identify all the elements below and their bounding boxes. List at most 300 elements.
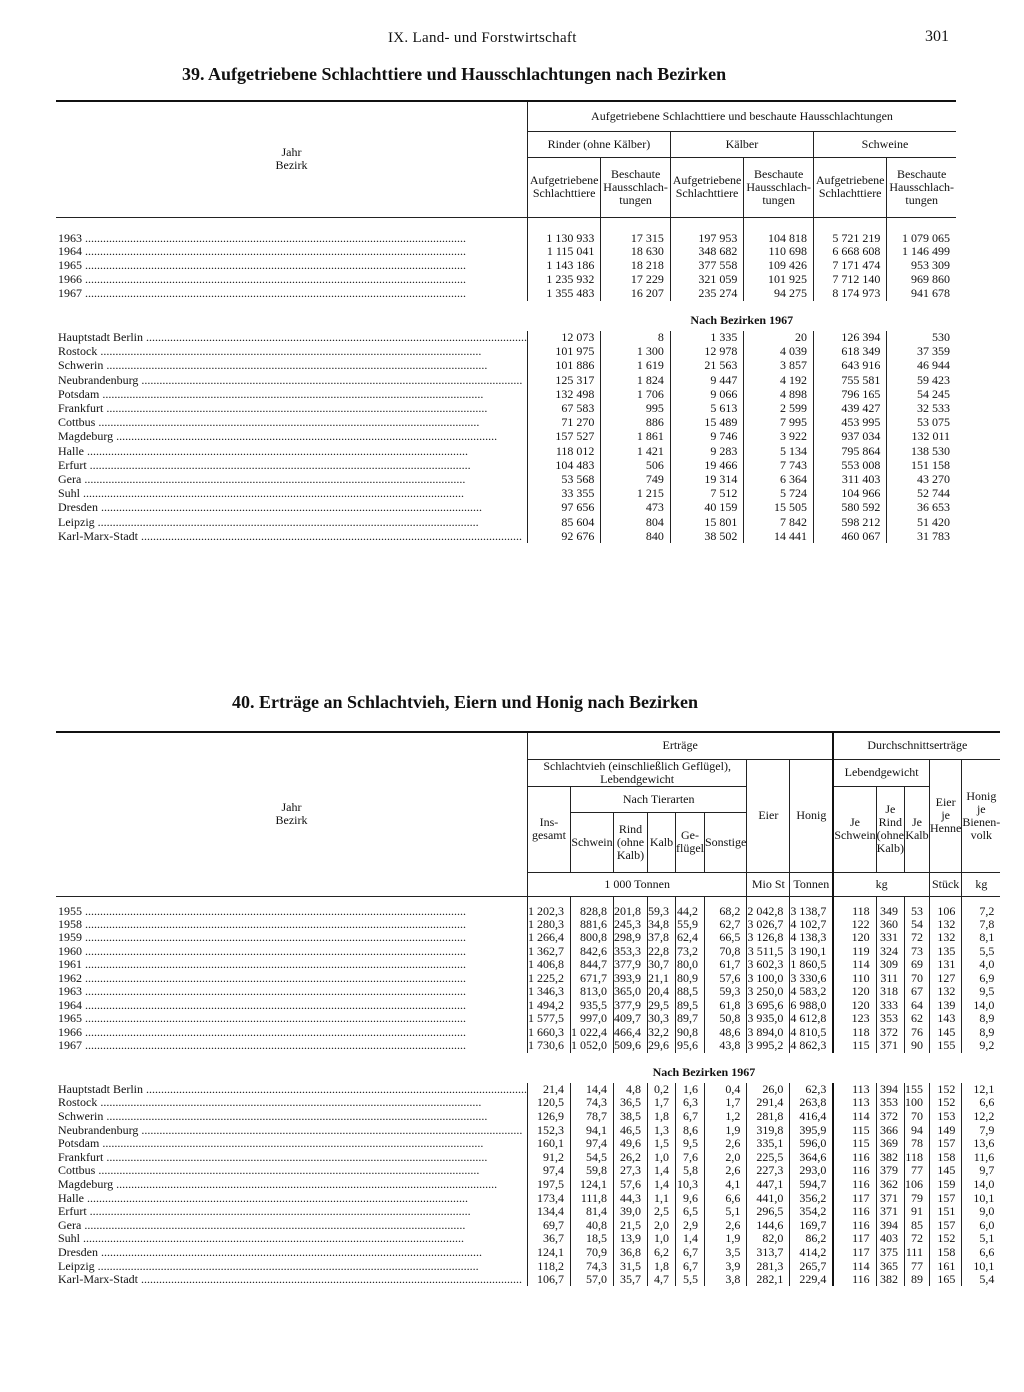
table-cell: 997,0: [570, 1012, 613, 1026]
unit-tonnen: Tonnen: [790, 872, 834, 896]
table-cell: 3 100,0: [747, 972, 790, 986]
table-cell: 1,8: [647, 1110, 675, 1124]
table-cell: 7 842: [744, 515, 814, 529]
page-number: 301: [925, 28, 949, 45]
unit-1000-tonnen: 1 000 Tonnen: [527, 872, 746, 896]
table-cell: 131: [929, 958, 961, 972]
table-cell: 795 864: [814, 444, 887, 458]
table-row: [56, 345, 956, 359]
header-honig: Honig: [790, 759, 834, 872]
table-row: [56, 430, 956, 444]
table-cell: 1,7: [647, 1096, 675, 1110]
table-cell: 0,2: [647, 1083, 675, 1097]
table-cell: 354,2: [790, 1205, 834, 1219]
table-cell: 115: [833, 1039, 876, 1053]
row-label: Neubrandenburg .....: [56, 373, 527, 387]
table-cell: 39,0: [613, 1205, 647, 1219]
table-cell: 155: [904, 1083, 929, 1097]
table-cell: 14,0: [962, 999, 1001, 1013]
table-row: [56, 918, 1000, 932]
table-cell: 40 159: [670, 501, 743, 515]
table-cell: 828,8: [570, 896, 613, 918]
table-row: [56, 1039, 1000, 1053]
table-cell: 117: [833, 1191, 876, 1205]
row-label: Potsdam .....: [56, 387, 527, 401]
col-beschaute-hausschlachtungen: [601, 157, 670, 217]
unit-kg-honig: kg: [962, 872, 1001, 896]
table-cell: 110 698: [744, 245, 814, 259]
table-cell: 372: [876, 1110, 904, 1124]
header-line: Beschaute: [754, 166, 804, 181]
table-row: [56, 1137, 1000, 1151]
row-label: 1963 .....: [56, 985, 527, 999]
table-cell: 1 022,4: [570, 1026, 613, 1040]
table-cell: 36,8: [613, 1246, 647, 1260]
table-row: [56, 896, 1000, 918]
table-cell: 79: [904, 1191, 929, 1205]
table-cell: 804: [601, 515, 670, 529]
table-cell: 115: [833, 1123, 876, 1137]
table-cell: 100: [904, 1096, 929, 1110]
table-cell: 10,1: [962, 1191, 1001, 1205]
table-cell: 68,2: [704, 896, 746, 918]
table-cell: 281,8: [747, 1110, 790, 1124]
row-label: Dresden .....: [56, 501, 527, 515]
table-cell: 80,0: [675, 958, 704, 972]
col-beschaute-hausschlachtungen: [887, 157, 956, 217]
table-cell: 394: [876, 1218, 904, 1232]
table-cell: 2,6: [704, 1164, 746, 1178]
table-cell: 1,4: [675, 1232, 704, 1246]
table-cell: 935,5: [570, 999, 613, 1013]
table-cell: 8,9: [962, 1026, 1001, 1040]
table-cell: 291,4: [747, 1096, 790, 1110]
table-cell: 138 530: [887, 444, 956, 458]
table-cell: 97 656: [527, 501, 600, 515]
table-cell: 1 280,3: [527, 918, 570, 932]
table-cell: 1 235 932: [527, 273, 600, 287]
table-cell: 5 613: [670, 401, 743, 415]
table-cell: 32 533: [887, 401, 956, 415]
row-label: 1955 .....: [56, 896, 527, 918]
header-eier: Eier: [747, 759, 790, 872]
table-cell: 143: [929, 1012, 961, 1026]
table-cell: 1 130 933: [527, 217, 600, 245]
table-cell: 59,3: [647, 896, 675, 918]
table-cell: 101 925: [744, 273, 814, 287]
table-cell: 6 364: [744, 472, 814, 486]
table-cell: 1 660,3: [527, 1026, 570, 1040]
table-cell: 114: [833, 1259, 876, 1273]
table-row: [56, 1178, 1000, 1192]
table-cell: 132: [929, 918, 961, 932]
table-cell: 319,8: [747, 1123, 790, 1137]
table-cell: 1 335: [670, 331, 743, 345]
table-row: [56, 401, 956, 415]
table-row: [56, 487, 956, 501]
table-cell: 81,4: [570, 1205, 613, 1219]
table-cell: 123: [833, 1012, 876, 1026]
table-cell: 4 138,3: [790, 931, 834, 945]
table-cell: 155: [929, 1039, 961, 1053]
table-cell: 1 421: [601, 444, 670, 458]
table-cell: 197 953: [670, 217, 743, 245]
table-row: [56, 1150, 1000, 1164]
table-40-title: 40. Erträge an Schlachtvieh, Eiern und Honig nach Bezirken: [232, 692, 699, 712]
table-cell: 72: [904, 931, 929, 945]
table-cell: 941 678: [887, 287, 956, 301]
table-cell: 594,7: [790, 1178, 834, 1192]
table-row: [56, 1232, 1000, 1246]
table-cell: 118 012: [527, 444, 600, 458]
table-cell: 3 330,6: [790, 972, 834, 986]
table-cell: 1,2: [704, 1110, 746, 1124]
table-cell: 371: [876, 1191, 904, 1205]
table-row: [56, 1259, 1000, 1273]
table-cell: 8: [601, 331, 670, 345]
row-label: Cottbus .....: [56, 1164, 527, 1178]
table-row: [56, 1026, 1000, 1040]
table-cell: 375: [876, 1246, 904, 1260]
row-label: Gera .....: [56, 1218, 527, 1232]
table-cell: 333: [876, 999, 904, 1013]
top-header: Aufgetriebene Schlachttiere und beschaute Hausschlachtungen: [527, 101, 956, 131]
table-cell: 4,8: [613, 1083, 647, 1097]
table-cell: 59,3: [704, 985, 746, 999]
table-row: [56, 1164, 1000, 1178]
table-cell: 8 174 973: [814, 287, 887, 301]
table-cell: 9,5: [962, 985, 1001, 999]
table-cell: 157 527: [527, 430, 600, 444]
table-cell: 173,4: [527, 1191, 570, 1205]
table-row: [56, 931, 1000, 945]
table-cell: 377,9: [613, 958, 647, 972]
table-row: [56, 1083, 1000, 1097]
header-kalb: Kalb: [647, 812, 675, 872]
table-cell: 62: [904, 1012, 929, 1026]
table-cell: 53 568: [527, 472, 600, 486]
table-row: [56, 1096, 1000, 1110]
row-label: Erfurt .....: [56, 458, 527, 472]
row-label: Hauptstadt Berlin .....: [56, 1083, 527, 1097]
row-label: 1967 .....: [56, 287, 527, 301]
table-cell: 161: [929, 1259, 961, 1273]
table-cell: 227,3: [747, 1164, 790, 1178]
table-cell: 201,8: [613, 896, 647, 918]
table-cell: 15 801: [670, 515, 743, 529]
table-cell: 365: [876, 1259, 904, 1273]
header-sonstige: Sonstige: [704, 812, 746, 872]
table-cell: 44,2: [675, 896, 704, 918]
header-line: je: [976, 801, 986, 816]
table-cell: 12,1: [962, 1083, 1001, 1097]
header-ertraege: Erträge: [527, 732, 833, 759]
table-cell: 395,9: [790, 1123, 834, 1137]
header-line: Aufgetriebene: [815, 173, 885, 187]
table-cell: 113: [833, 1096, 876, 1110]
table-cell: 35,7: [613, 1273, 647, 1287]
table-cell: 377 558: [670, 259, 743, 273]
table-cell: 119: [833, 945, 876, 959]
table-cell: 1,5: [647, 1137, 675, 1151]
row-label: 1966 .....: [56, 1026, 527, 1040]
table-cell: 473: [601, 501, 670, 515]
table-cell: 152: [929, 1083, 961, 1097]
header-line: Beschaute: [610, 166, 661, 181]
header-honig-je-volk: [962, 759, 1001, 872]
table-row: [56, 416, 956, 430]
table-cell: 77: [904, 1164, 929, 1178]
table-cell: 38 502: [670, 529, 743, 543]
table-cell: 1,7: [704, 1096, 746, 1110]
table-cell: 118,2: [527, 1259, 570, 1273]
table-cell: 3 857: [744, 359, 814, 373]
table-cell: 6,6: [704, 1191, 746, 1205]
table-cell: 106: [904, 1178, 929, 1192]
table-cell: 365,0: [613, 985, 647, 999]
table-cell: 13,6: [962, 1137, 1001, 1151]
table-cell: 2,6: [704, 1218, 746, 1232]
table-cell: 281,3: [747, 1259, 790, 1273]
header-nach-tierarten: Nach Tierarten: [570, 786, 746, 812]
header-line: Hausschlach-: [889, 179, 955, 194]
table-cell: 101 886: [527, 359, 600, 373]
table-cell: 1 115 041: [527, 245, 600, 259]
table-cell: 844,7: [570, 958, 613, 972]
table-cell: 21,1: [647, 972, 675, 986]
subheading: Nach Bezirken 1967: [690, 312, 794, 327]
table-cell: 4 862,3: [790, 1039, 834, 1053]
header-line: Bienen-: [962, 814, 1001, 829]
row-label: 1961 .....: [56, 958, 527, 972]
table-cell: 3 922: [744, 430, 814, 444]
row-label: 1959 .....: [56, 931, 527, 945]
unit-kg: kg: [833, 872, 929, 896]
table-cell: 245,3: [613, 918, 647, 932]
table-cell: 1 079 065: [887, 217, 956, 245]
table-cell: 157: [929, 1137, 961, 1151]
table-cell: 36,7: [527, 1232, 570, 1246]
table-cell: 3 995,2: [747, 1039, 790, 1053]
table-cell: 596,0: [790, 1137, 834, 1151]
table-cell: 149: [929, 1123, 961, 1137]
table-cell: 32,2: [647, 1026, 675, 1040]
table-cell: 26,2: [613, 1150, 647, 1164]
table-cell: 94,1: [570, 1123, 613, 1137]
table-cell: 371: [876, 1205, 904, 1219]
table-cell: 1,4: [647, 1178, 675, 1192]
table-cell: 89,5: [675, 999, 704, 1013]
table-cell: 842,6: [570, 945, 613, 959]
table-cell: 122: [833, 918, 876, 932]
row-label: Schwerin .....: [56, 359, 527, 373]
table-cell: 1 225,2: [527, 972, 570, 986]
table-cell: 18,5: [570, 1232, 613, 1246]
table-cell: 53 075: [887, 416, 956, 430]
table-cell: 14,0: [962, 1178, 1001, 1192]
table-cell: 3 026,7: [747, 918, 790, 932]
table-cell: 197,5: [527, 1178, 570, 1192]
table-cell: 12 073: [527, 331, 600, 345]
table-cell: 309: [876, 958, 904, 972]
table-cell: 4 583,2: [790, 985, 834, 999]
table-cell: 5,5: [962, 945, 1001, 959]
table-cell: 364,6: [790, 1150, 834, 1164]
header-gefluegel: [675, 812, 704, 872]
table-cell: 37,8: [647, 931, 675, 945]
table-cell: 298,9: [613, 931, 647, 945]
stub-header-line: Jahr: [281, 800, 302, 815]
table-cell: 263,8: [790, 1096, 834, 1110]
table-cell: 61,8: [704, 999, 746, 1013]
table-cell: 157: [929, 1218, 961, 1232]
table-cell: 324: [876, 945, 904, 959]
table-cell: 1,0: [647, 1232, 675, 1246]
header-line: Hausschlach-: [746, 179, 811, 194]
table-cell: 5 134: [744, 444, 814, 458]
table-cell: 52 744: [887, 487, 956, 501]
row-label: Suhl .....: [56, 1232, 527, 1246]
row-label: 1966 .....: [56, 273, 527, 287]
table-cell: 1 494,2: [527, 999, 570, 1013]
col-beschaute-hausschlachtungen: [744, 157, 814, 217]
table-39-title: 39. Aufgetriebene Schlachttiere und Hausschlachtungen nach Bezirken: [182, 64, 727, 84]
header-line: Schwein: [834, 828, 876, 842]
table-cell: 57,0: [570, 1273, 613, 1287]
row-label: Leipzig .....: [56, 515, 527, 529]
table-cell: 73,2: [675, 945, 704, 959]
table-cell: 66,5: [704, 931, 746, 945]
table-cell: 74,3: [570, 1096, 613, 1110]
table-cell: 2,6: [704, 1137, 746, 1151]
stub-header-line: Jahr: [281, 145, 302, 160]
header-line: tungen: [619, 192, 652, 207]
table-cell: 9 447: [670, 373, 743, 387]
stub-header-line: Bezirk: [275, 813, 308, 828]
table-cell: 11,6: [962, 1150, 1001, 1164]
row-label: Neubrandenburg .....: [56, 1123, 527, 1137]
table-cell: 1 861: [601, 430, 670, 444]
table-cell: 20,4: [647, 985, 675, 999]
table-cell: 1,1: [647, 1191, 675, 1205]
table-row: [56, 359, 956, 373]
table-cell: 5,1: [962, 1232, 1001, 1246]
table-cell: 29,6: [647, 1039, 675, 1053]
row-label: Hauptstadt Berlin .....: [56, 331, 527, 345]
table-cell: 55,9: [675, 918, 704, 932]
chapter-heading: IX. Land- und Forstwirtschaft: [388, 30, 577, 46]
row-label: Halle .....: [56, 1191, 527, 1205]
table-cell: 7 712 140: [814, 273, 887, 287]
table-cell: 1 406,8: [527, 958, 570, 972]
table-cell: 6,5: [675, 1205, 704, 1219]
row-label: Erfurt .....: [56, 1205, 527, 1219]
table-cell: 6,7: [675, 1110, 704, 1124]
table-cell: 362: [876, 1178, 904, 1192]
table-cell: 4,1: [704, 1178, 746, 1192]
table-row: [56, 945, 1000, 959]
table-cell: 282,1: [747, 1273, 790, 1287]
table-cell: 70: [904, 972, 929, 986]
table-cell: 3 602,3: [747, 958, 790, 972]
table-cell: 126,9: [527, 1110, 570, 1124]
table-cell: 115: [833, 1137, 876, 1151]
row-label: Halle .....: [56, 444, 527, 458]
row-label: Magdeburg .....: [56, 1178, 527, 1192]
header-line: Je: [849, 815, 860, 829]
table-cell: 57,6: [704, 972, 746, 986]
row-label: Magdeburg .....: [56, 430, 527, 444]
table-39: [56, 100, 956, 543]
table-cell: 311 403: [814, 472, 887, 486]
table-cell: 393,9: [613, 972, 647, 986]
table-cell: 31,5: [613, 1259, 647, 1273]
table-cell: 353,3: [613, 945, 647, 959]
table-cell: 8,9: [962, 1012, 1001, 1026]
table-cell: 1 146 499: [887, 245, 956, 259]
table-row: [56, 1191, 1000, 1205]
header-durchschnittsertraege: Durchschnittserträge: [833, 732, 1000, 759]
table-cell: 116: [833, 1178, 876, 1192]
stub-header: [56, 732, 527, 896]
table-cell: 144,6: [747, 1218, 790, 1232]
table-cell: 3,9: [704, 1259, 746, 1273]
table-cell: 813,0: [570, 985, 613, 999]
table-cell: 229,4: [790, 1273, 834, 1287]
table-cell: 16 207: [601, 287, 670, 301]
table-cell: 1 577,5: [527, 1012, 570, 1026]
table-cell: 6 988,0: [790, 999, 834, 1013]
table-cell: 12 978: [670, 345, 743, 359]
table-cell: 33 355: [527, 487, 600, 501]
table-cell: 6,6: [962, 1096, 1001, 1110]
table-cell: 120: [833, 999, 876, 1013]
table-row: [56, 999, 1000, 1013]
table-cell: 1 346,3: [527, 985, 570, 999]
table-cell: 9,0: [962, 1205, 1001, 1219]
table-cell: 15 489: [670, 416, 743, 430]
table-cell: 127: [929, 972, 961, 986]
table-cell: 53: [904, 896, 929, 918]
table-cell: 3 138,7: [790, 896, 834, 918]
table-cell: 50,8: [704, 1012, 746, 1026]
table-cell: 0,4: [704, 1083, 746, 1097]
table-row: [56, 287, 956, 301]
table-cell: 937 034: [814, 430, 887, 444]
table-cell: 26,0: [747, 1083, 790, 1097]
table-cell: 1 052,0: [570, 1039, 613, 1053]
table-cell: 62,3: [790, 1083, 834, 1097]
table-cell: 21 563: [670, 359, 743, 373]
header-line: Honig: [966, 788, 997, 803]
table-row: [56, 444, 956, 458]
table-cell: 4 102,7: [790, 918, 834, 932]
table-cell: 416,4: [790, 1110, 834, 1124]
table-cell: 6,0: [962, 1218, 1001, 1232]
table-cell: 132 498: [527, 387, 600, 401]
table-cell: 69,7: [527, 1218, 570, 1232]
row-label: Karl-Marx-Stadt .....: [56, 529, 527, 543]
table-cell: 91,2: [527, 1150, 570, 1164]
table-cell: 372: [876, 1026, 904, 1040]
table-cell: 995: [601, 401, 670, 415]
table-cell: 2 042,8: [747, 896, 790, 918]
col-aufgetriebene-schlachttiere: [527, 157, 600, 217]
table-cell: 755 581: [814, 373, 887, 387]
table-cell: 9,6: [675, 1191, 704, 1205]
table-cell: 580 592: [814, 501, 887, 515]
row-label: 1964 .....: [56, 245, 527, 259]
